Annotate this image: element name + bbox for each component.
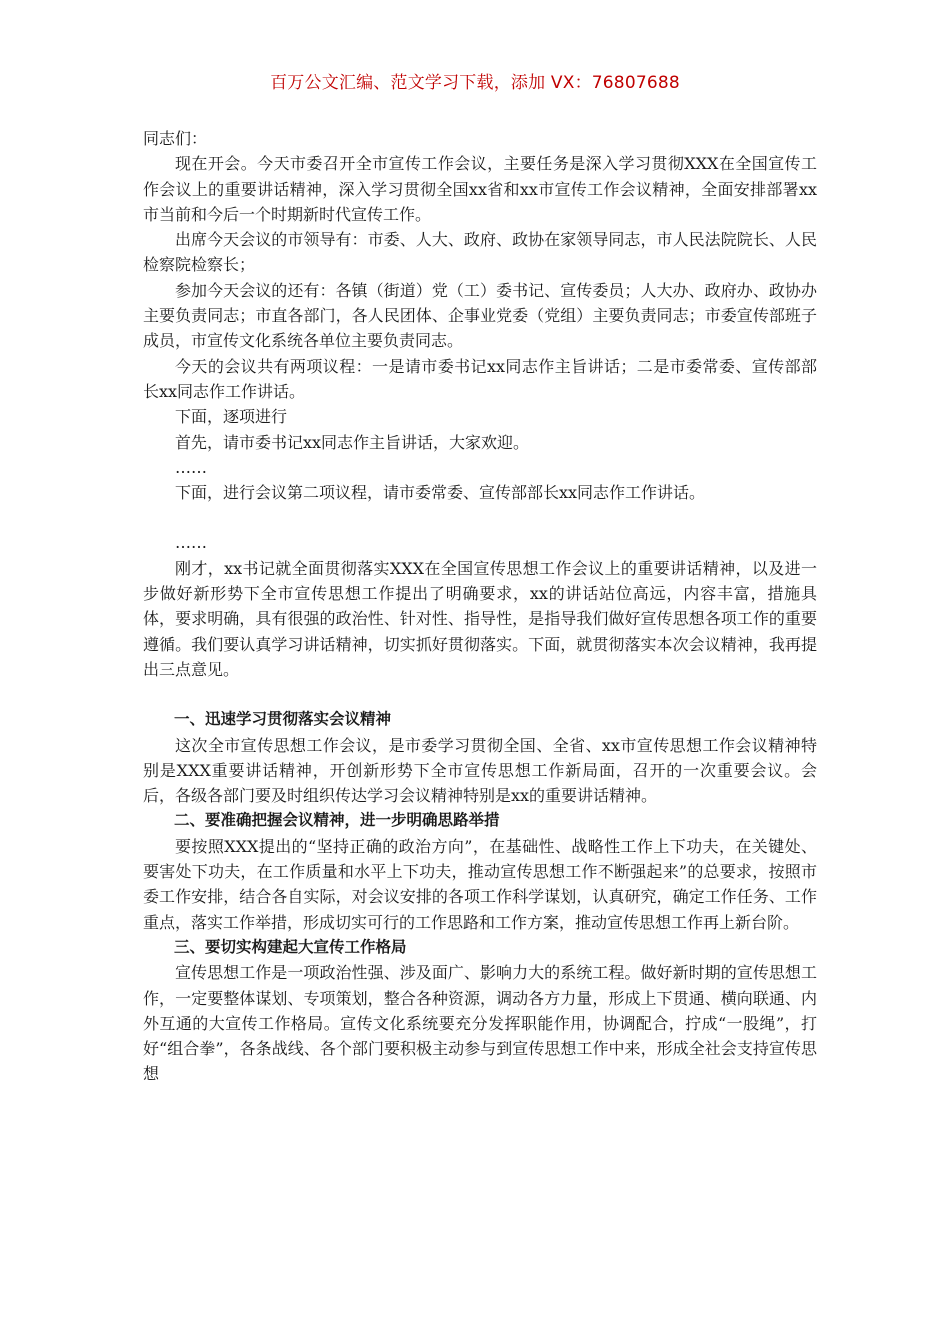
section-heading-1: 一、迅速学习贯彻落实会议精神	[174, 710, 392, 729]
paragraph-agenda: 今天的会议共有两项议程：一是请市委书记xx同志作主旨讲话；二是市委常委、宣传部部长xx同志作工作讲话。	[143, 356, 817, 401]
paragraph-summary: 刚才，xx书记就全面贯彻落实XXX在全国宣传思想工作会议上的重要讲话精神，以及进一步做好新形势下全市宣传思想工作提出了明确要求，xx的讲话站位高远，内容丰富，措施具体，要求明确，具有很强的政治性、针对性、指导性，是指导我们做好宣传思想各项工作的重要遵循。我们要认真学习讲话精神，切实抓好贯彻落实。下面，就贯彻落实本次会议精神，我再提出三点意见。	[143, 558, 817, 679]
section-body-2: 要按照XXX提出的“坚持正确的政治方向”，在基础性、战略性工作上下功夫，在关键处、要害处下功夫，在工作质量和水平上下功夫，推动宣传思想工作不断强起来”的总要求，按照市委工作安排，结合各自实际，对会议安排的各项工作科学谋划，认真研究，确定工作任务、工作重点，落实工作举措，形成切实可行的工作思路和工作方案，推动宣传思想工作再上新台阶。	[143, 836, 817, 932]
paragraph-opening: 现在开会。今天市委召开全市宣传工作会议，主要任务是深入学习贯彻XXX在全国宣传工作会议上的重要讲话精神，深入学习贯彻全国xx省和xx市宣传工作会议精神，全面安排部署xx市当前和今后一个时期新时代宣传工作。	[143, 154, 817, 224]
ellipsis: ……	[175, 457, 207, 477]
paragraph-first-item: 首先，请市委书记xx同志作主旨讲话，大家欢迎。	[175, 432, 530, 452]
paragraph-attendees: 参加今天会议的还有：各镇（街道）党（工）委书记、宣传委员；人大办、政府办、政协办主要负责同志；市直各部门，各人民团体、企事业党委（党组）主要负责同志；市委宣传部班子成员，市宣传文化系统各单位主要负责同志。	[143, 280, 817, 351]
section-body-1: 这次全市宣传思想工作会议，是市委学习贯彻全国、全省、xx市宣传思想工作会议精神特别是XXX重要讲话精神，开创新形势下全市宣传思想工作新局面，召开的一次重要会议。会后，各级各部门要及时组织传达学习会议精神特别是xx的重要讲话精神。	[143, 735, 817, 806]
section-heading-2: 二、要准确把握会议精神，进一步明确思路举措	[174, 811, 500, 830]
watermark-header: 百万公文汇编、范文学习下载，添加 VX：76807688	[270, 73, 680, 93]
paragraph-leaders: 出席今天会议的市领导有：市委、人大、政府、政协在家领导同志，市人民法院院长、人民检察院检察长；	[143, 230, 817, 275]
paragraph-proceed: 下面，逐项进行	[175, 407, 288, 427]
ellipsis: ……	[175, 533, 207, 553]
document-body	[143, 126, 817, 1087]
section-heading-3: 三、要切实构建起大宣传工作格局	[174, 937, 407, 956]
paragraph-second-item: 下面，进行会议第二项议程，请市委常委、宣传部部长xx同志作工作讲话。	[175, 483, 706, 503]
salutation: 同志们：	[143, 129, 208, 148]
section-body-3: 宣传思想工作是一项政治性强、涉及面广、影响力大的系统工程。做好新时期的宣传思想工作，一定要整体谋划、专项策划，整合各种资源，调动各方力量，形成上下贯通、横向联通、内外互通的大宣传工作格局。宣传文化系统要充分发挥职能作用，协调配合，拧成“一股绳”，打好“组合拳”，各条战线、各个部门要积极主动参与到宣传思想工作中来，形成全社会支持宣传思想	[143, 963, 817, 1084]
